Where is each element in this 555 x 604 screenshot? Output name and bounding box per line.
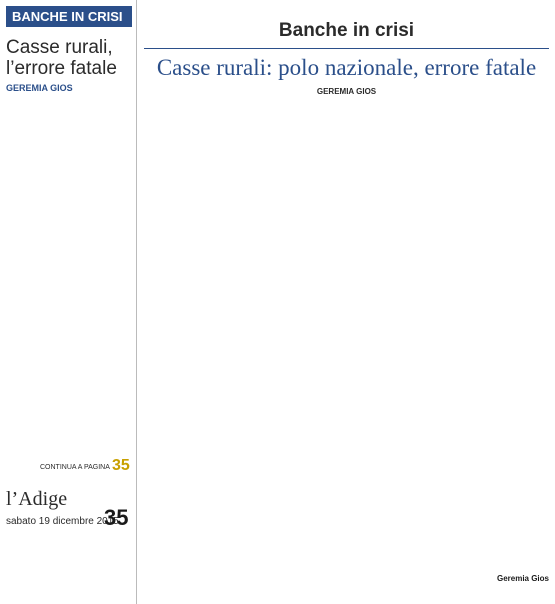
article-column-2 <box>282 110 412 570</box>
divider-rule <box>144 48 549 49</box>
masthead: l’Adige <box>6 488 68 510</box>
page-number: 35 <box>104 505 129 530</box>
article-column-3 <box>419 110 549 570</box>
date: sabato 19 dicembre 2015 <box>6 516 119 527</box>
byline-left: GEREMIA GIOS <box>6 83 73 93</box>
section-head: Banche in crisi <box>278 20 415 41</box>
byline-main: GEREMIA GIOS <box>316 87 377 96</box>
column-divider <box>136 0 137 604</box>
continua-label: CONTINUA A PAGINA <box>40 464 110 471</box>
article-title-left: Casse rurali, l’errore fatale <box>6 37 117 79</box>
article-body-left <box>6 101 132 461</box>
continua-page[interactable]: 35 <box>112 457 130 474</box>
signature: Geremia Gios <box>496 574 549 583</box>
article-columns <box>144 110 549 570</box>
main-article <box>144 0 549 604</box>
main-title: Casse rurali: polo nazionale, errore fatale <box>156 55 537 80</box>
section-kicker: BANCHE IN CRISI <box>6 6 132 27</box>
article-column-1 <box>144 110 274 570</box>
